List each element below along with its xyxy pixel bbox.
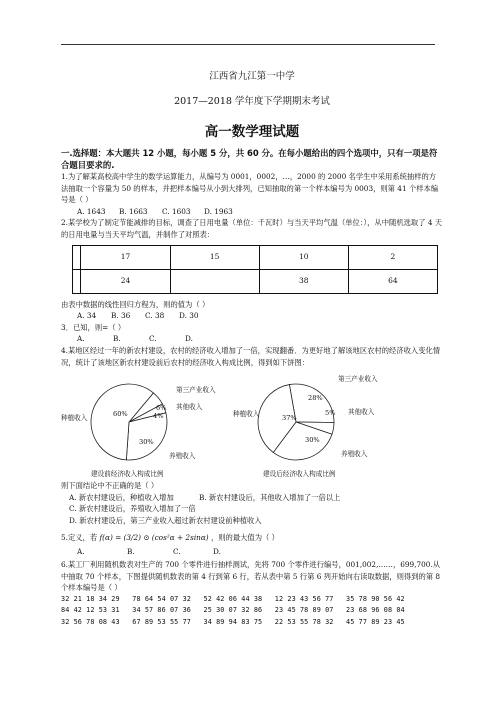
q5-formula: f(α) = (3/2) ⊙ (cos²α + 2sinα) <box>99 532 209 542</box>
table-cell: 2 <box>348 245 437 269</box>
q4-follow-up: 则下面结论中不正确的是（ ） <box>61 481 159 491</box>
header-rule <box>61 44 435 45</box>
table-cell: 24 <box>81 269 170 293</box>
pie-value: 30% <box>139 438 154 447</box>
question-2: 2.某学校为了制定节能减排的目标，调查了日用电量（单位：千瓦时）与当天平均气温（单位：），从中随机选取了 4 天的日用电量与当天平均气温，并制作了对照表： <box>61 218 443 239</box>
pie-label: 第三产业收入 <box>176 386 216 395</box>
q4-option-c: C. 新农村建设后，养殖收入增加了一倍 <box>69 504 196 514</box>
question-6: 6.某工厂利用随机数表对生产的 700 个零件进行抽样测试，先将 700 个零件进行编号，001,002,……，699,700.从中抽取 70 个样本，下图提供随机数表的第 4 行到第 6 行，若从表中第 5 行第 6 列开始向右读取数据，则得到的第 8 个样本编号是（ ） <box>61 560 441 593</box>
pie-charts <box>61 370 443 480</box>
q2-option-c: C. 38 <box>145 311 165 321</box>
pie-value: 30% <box>305 436 320 445</box>
q5-option-a: A. <box>77 546 85 556</box>
pie-after <box>233 370 423 480</box>
q1-option-b: B. 1663 <box>119 206 148 216</box>
q3-option-d: D. <box>185 334 193 344</box>
q4-option-a: A. 新农村建设后，种植收入增加 <box>69 492 174 502</box>
q5-pre: 5.定义，若 <box>61 532 98 542</box>
table-cell <box>170 269 259 293</box>
table-cell: 38 <box>259 269 348 293</box>
table-cell <box>73 245 81 269</box>
pie-label: 种植收入 <box>61 414 88 423</box>
q4-option-d: D. 新农村建设后，第三产业收入超过新农村建设前种植收入 <box>69 515 262 525</box>
school-name: 江西省九江第一中学 <box>209 71 295 82</box>
q5-option-d: D. <box>213 546 221 556</box>
table-row <box>73 269 438 293</box>
q3-options <box>61 333 443 345</box>
q2-follow-up: 由表中数据的线性回归方程为，则的值为（ ） <box>61 299 210 309</box>
question-1: 1.为了解某高校高中学生的数学运算能力，从编号为 0001，0002，…，2000 的 2000 名学生中采用系统抽样的方法抽取一个容量为 50 的样本，并把样本编号从小到大排列，已知抽取的第一个样本编号为 0003，则第 41 个样本编号是（ ） <box>61 172 439 205</box>
data-table <box>72 245 438 294</box>
pie-value: 4% <box>153 412 164 421</box>
exam-page <box>61 70 443 629</box>
pie-value: 60% <box>113 410 128 419</box>
page-title: 高一数学理试题 <box>204 124 300 140</box>
table-cell: 10 <box>259 245 348 269</box>
q3-option-c: C. <box>149 334 157 344</box>
pie-value: 6% <box>156 404 167 413</box>
q5-post: ，则的最大值为（ ） <box>210 532 279 542</box>
question-3: 3．已知，则=（ ） <box>61 322 126 332</box>
random-row: 32 21 18 34 29 78 64 54 07 32 52 42 06 44 38 12 23 43 56 77 35 78 90 56 42 <box>61 594 405 603</box>
q2-option-a: A. 34 <box>77 311 97 321</box>
q1-option-a: A. 1643 <box>77 206 106 216</box>
exam-name: 2017—2018 学年度下学期期末考试 <box>174 96 330 107</box>
table-cell: 15 <box>170 245 259 269</box>
q5-options <box>61 546 443 558</box>
pie-label: 养殖收入 <box>341 450 368 459</box>
pie-label: 养殖收入 <box>169 452 196 461</box>
q1-option-c: C. 1603 <box>162 206 191 216</box>
table-cell <box>73 269 81 293</box>
pie-label: 种植收入 <box>233 410 260 419</box>
pie-value: 5% <box>325 409 336 418</box>
pie-label: 其他收入 <box>176 403 203 412</box>
random-row: 32 56 78 08 43 67 89 53 55 77 34 89 94 83 75 22 53 55 78 32 45 77 89 23 45 <box>61 618 405 627</box>
table-cell: 17 <box>81 245 170 269</box>
q2-option-b: B. 36 <box>111 311 131 321</box>
pie-caption: 建设前经济收入构成比例 <box>91 470 164 479</box>
table-row <box>73 245 438 269</box>
pie-before <box>61 370 251 480</box>
pie-label: 其他收入 <box>348 408 375 417</box>
pie-caption: 建设后经济收入构成比例 <box>263 470 336 479</box>
pie-value: 28% <box>308 394 323 403</box>
q5-option-b: B. <box>127 546 135 556</box>
question-4: 4.某地区经过一年的新农村建设，农村的经济收入增加了一倍，实现翻番．为更好地了解该地区农村的经济收入变化情况，统计了该地区新农村建设前后农村的经济收入构成比例，得到如下饼图： <box>61 345 441 367</box>
q1-options <box>61 206 443 218</box>
q2-options <box>61 310 443 322</box>
q3-option-a: A. <box>77 334 85 344</box>
random-row: 84 42 12 53 31 34 57 86 07 36 25 30 07 32 86 23 45 78 89 07 23 68 96 08 04 <box>61 606 405 615</box>
q3-option-b: B. <box>113 334 121 344</box>
q1-option-d: D. 1963 <box>204 206 233 216</box>
table-cell: 64 <box>348 269 437 293</box>
q5-option-c: C. <box>173 546 181 556</box>
section-heading: 一.选择题：本大题共 12 小题，每小题 5 分，共 60 分。在每小题给出的四个选项中，只有一项是符合题目要求的. <box>61 148 438 170</box>
pie-value: 37% <box>282 414 297 423</box>
question-5 <box>61 530 443 546</box>
q4-option-b: B. 新农村建设后，其他收入增加了一倍以上 <box>199 492 341 502</box>
q2-option-d: D. 30 <box>179 311 199 321</box>
q4-option-a-row <box>61 492 443 504</box>
pie-label: 第三产业收入 <box>338 375 378 384</box>
